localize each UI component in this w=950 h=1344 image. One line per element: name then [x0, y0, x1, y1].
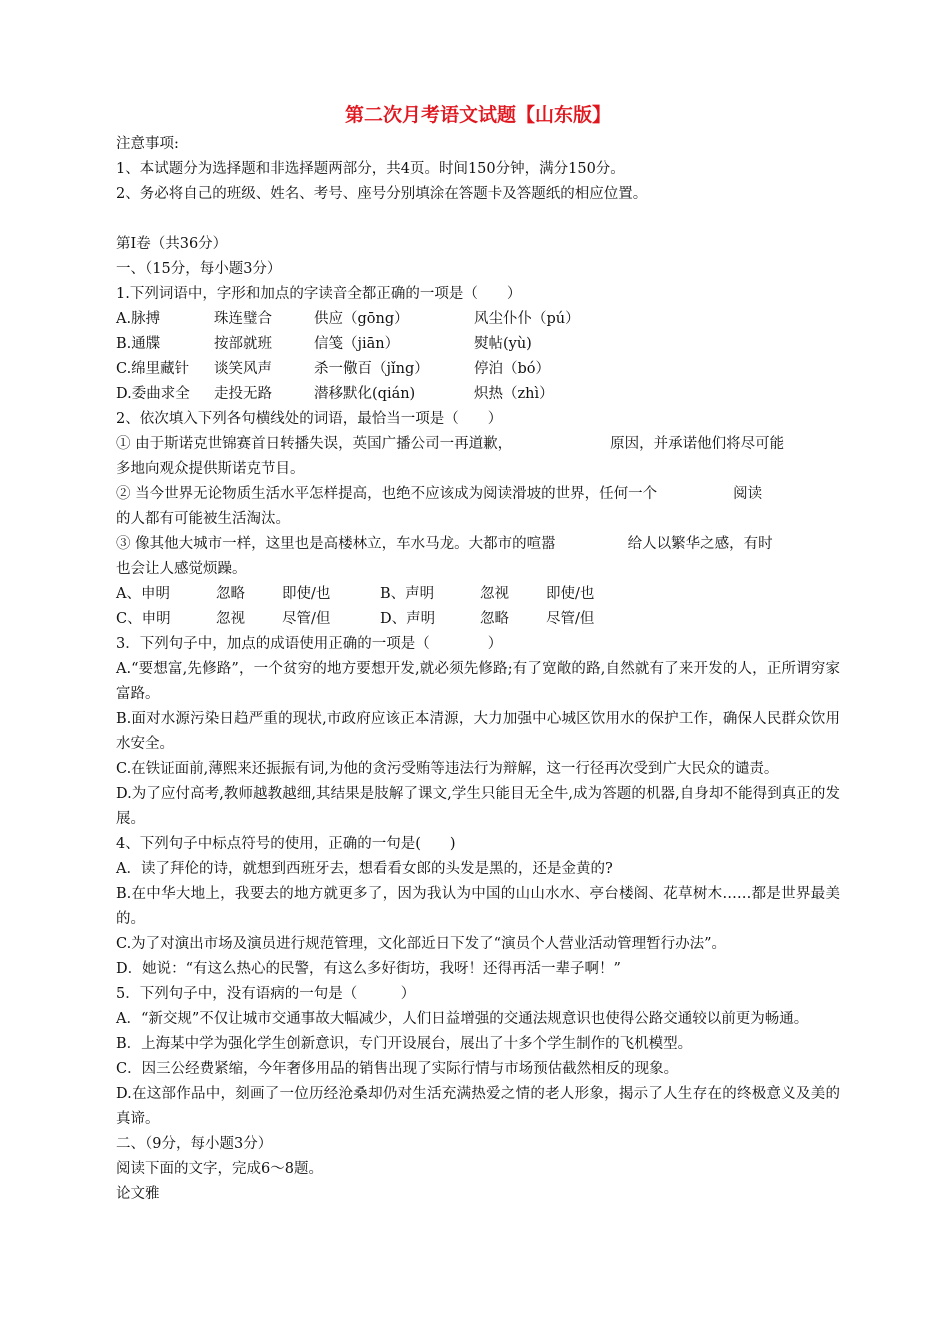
- sentence-line: [116, 432, 840, 457]
- option-text: A．“新交规”不仅让城市交通事故大幅减少，人们日益增强的交通法规意识也使得公路交通较以前更为畅通。: [116, 1011, 809, 1027]
- option-cell: 尽管/但: [546, 611, 595, 627]
- option-cell: 风尘仆仆（pú）: [474, 311, 580, 327]
- sentence-text: ② 当今世界无论物质生活水平怎样提高，也绝不应该成为阅读滑坡的世界，任何一个: [116, 486, 658, 502]
- notes-item: 2、务必将自己的班级、姓名、考号、座号分别填涂在答题卡及答题纸的相应位置。: [116, 186, 648, 202]
- option-text: D．她说：“有这么热心的民警，有这么多好街坊，我呀！还得再活一辈子啊！”: [116, 961, 621, 977]
- option-row: [116, 382, 840, 407]
- fill-blank: [556, 532, 628, 557]
- sentence-text: ① 由于斯诺克世锦赛首日转播失误，英国广播公司一再道歉，: [116, 436, 513, 452]
- option-cell: 谈笑风声: [214, 361, 272, 377]
- option-text: A.“要想富,先修路”，一个贫穷的地方要想开发,就必须先修路;有了宽敞的路,自然就有了来开发的人，正所谓穷家富路。: [116, 661, 840, 702]
- option-text: B.面对水源污染日趋严重的现状,市政府应该正本清源，大力加强中心城区饮用水的保护工作，确保人民群众饮用水安全。: [116, 711, 840, 752]
- section-heading: 一、（15分，每小题3分）: [116, 261, 282, 277]
- passage-title: 论文雅: [116, 1186, 160, 1202]
- part-heading: 第I卷（共36分）: [116, 236, 228, 252]
- option-cell: A、申明: [116, 586, 170, 602]
- option-cell: 即使/也: [546, 586, 595, 602]
- fill-blank: [512, 432, 610, 457]
- sentence-text: 阅读: [733, 486, 763, 502]
- option-text: D.在这部作品中，刻画了一位历经沧桑却仍对生活充满热爱之情的老人形象，揭示了人生存在的终极意义及美的真谛。: [116, 1086, 840, 1127]
- question-stem: 2、依次填入下列各句横线处的词语，最恰当一项是（ ）: [116, 411, 503, 427]
- sentence-text: 原因，并承诺他们将尽可能: [610, 436, 785, 452]
- option-cell: 炽热（zhì）: [474, 386, 554, 402]
- exam-page: [116, 102, 840, 1207]
- option-row: [116, 307, 840, 332]
- option-cell: B、声明: [380, 586, 435, 602]
- option-row: [116, 332, 840, 357]
- option-text: C．因三公经费紧缩，今年奢侈用品的销售出现了实际行情与市场预估截然相反的现象。: [116, 1061, 679, 1077]
- sentence-text: 也会让人感觉烦躁。: [116, 561, 247, 577]
- option-cell: 杀一儆百（jǐng）: [314, 361, 429, 377]
- option-cell: D、声明: [380, 611, 436, 627]
- sentence-text: 的人都有可能被生活淘汰。: [116, 511, 290, 527]
- option-row: [116, 607, 840, 632]
- option-text: C.在铁证面前,薄熙来还振振有词,为他的贪污受贿等违法行为辩解，这一行径再次受到广大民众的谴责。: [116, 761, 779, 777]
- option-cell: 忽略: [480, 611, 509, 627]
- option-cell: D.委曲求全: [116, 386, 190, 402]
- notes-heading: 注意事项:: [116, 136, 179, 152]
- option-cell: 熨帖(yù): [474, 336, 532, 352]
- section-heading: 二、（9分，每小题3分）: [116, 1136, 273, 1152]
- option-cell: 忽视: [216, 611, 245, 627]
- option-cell: 忽略: [216, 586, 245, 602]
- exam-title: 第二次月考语文试题【山东版】: [344, 104, 611, 126]
- option-text: B．上海某中学为强化学生创新意识，专门开设展台，展出了十多个学生制作的飞机模型。: [116, 1036, 693, 1052]
- option-text: D.为了应付高考,教师越教越细,其结果是肢解了课文,学生只能目无全牛,成为答题的机器,自身却不能得到真正的发展。: [116, 786, 840, 827]
- option-cell: 即使/也: [282, 586, 331, 602]
- option-cell: 按部就班: [214, 336, 272, 352]
- reading-intro: 阅读下面的文字，完成6～8题。: [116, 1161, 323, 1177]
- option-cell: 珠连璧合: [214, 311, 272, 327]
- notes-item: 1、本试题分为选择题和非选择题两部分，共4页。时间150分钟，满分150分。: [116, 161, 625, 177]
- option-text: C.为了对演出市场及演员进行规范管理，文化部近日下发了“演员个人营业活动管理暂行办法”。: [116, 936, 727, 952]
- sentence-line: [116, 532, 840, 557]
- option-cell: 停泊（bó）: [474, 361, 551, 377]
- option-row: [116, 357, 840, 382]
- option-cell: 供应（gōng）: [314, 311, 409, 327]
- sentence-text: 给人以繁华之感，有时: [627, 536, 773, 552]
- question-stem: 1.下列词语中，字形和加点的字读音全都正确的一项是（ ）: [116, 286, 522, 302]
- sentence-text: 多地向观众提供斯诺克节目。: [116, 461, 305, 477]
- sentence-line: [116, 482, 840, 507]
- option-row: [116, 582, 840, 607]
- option-text: A．读了拜伦的诗，就想到西班牙去，想看看女郎的头发是黑的，还是金黄的?: [116, 861, 613, 877]
- question-stem: 3．下列句子中，加点的成语使用正确的一项是（ ）: [116, 636, 503, 652]
- option-cell: 尽管/但: [282, 611, 331, 627]
- fill-blank: [657, 482, 733, 507]
- option-cell: 走投无路: [214, 386, 272, 402]
- option-cell: B.通牒: [116, 336, 161, 352]
- sentence-text: ③ 像其他大城市一样，这里也是高楼林立，车水马龙。大都市的喧嚣: [116, 536, 556, 552]
- option-cell: 忽视: [480, 586, 509, 602]
- option-cell: C、申明: [116, 611, 171, 627]
- option-cell: 潜移默化(qián): [314, 386, 416, 402]
- option-cell: A.脉搏: [116, 311, 161, 327]
- option-cell: 信笺（jiān）: [314, 336, 400, 352]
- option-text: B.在中华大地上，我要去的地方就更多了，因为我认为中国的山山水水、亭台楼阁、花草树木……都是世界最美的。: [116, 886, 840, 927]
- question-stem: 4、下列句子中标点符号的使用，正确的一句是( ): [116, 836, 456, 852]
- option-cell: C.绵里藏针: [116, 361, 190, 377]
- question-stem: 5．下列句子中，没有语病的一句是（ ）: [116, 986, 416, 1002]
